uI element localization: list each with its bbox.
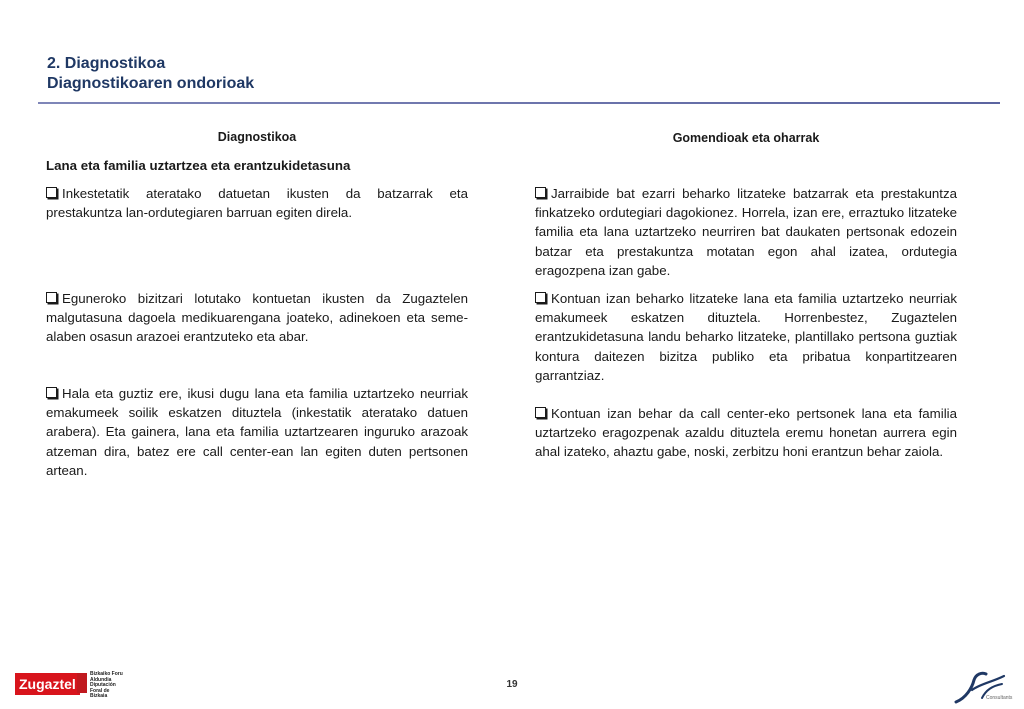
page-header [47, 54, 254, 94]
zugaztel-logo: Zugaztel [15, 673, 80, 695]
diagnosis-item: Eguneroko bizitzari lotutako kontuetan ikusten da Zugaztelen malgutasuna dagoela medikuarengana joateko, adinekoen eta seme-alaben osasun arazoei erantzuteko eta abar. [46, 291, 468, 345]
diagnosis-subheading: Lana eta familia uztartzea eta erantzukidetasuna [46, 158, 351, 173]
recommendations-heading: Gomendioak eta oharrak [672, 131, 820, 145]
bizkaia-logo [77, 671, 127, 699]
diagnosis-column [46, 128, 468, 478]
recommendation-item: Jarraibide bat ezarri beharko litzateke batzarrak eta prestakuntza finkatzeko ordutegiari dagokionez. Horrela, izan ere, erraztuko litzateke familia eta lana uztartzeko neurriren bat daukaten pertsonak edozein batzar eta prestakuntza motatan egon ahal izatea, ordutegia eragozpena izan gabe. [535, 186, 957, 278]
diagnosis-item: Inkestetatik ateratako datuetan ikusten da batzarrak eta prestakuntza lan-ordutegiaren barruan egiten direla. [46, 186, 468, 221]
header-divider [38, 102, 1000, 104]
bizkaia-logo-text: Bizkaiko Foru Aldundia Diputación Foral de Bizkaia [90, 671, 123, 699]
diagnosis-item: Hala eta guztiz ere, ikusi dugu lana eta familia uztartzeko neurriak emakumeek soilik eskatzen dituztela (inkestatik ateratako datuen arabera). Eta gainera, lana eta familia uztartzearen inguruko arazoak atzeman dira, batez ere call center-ean lan egiten duten pertsonen artean. [46, 386, 468, 478]
checkbox-bullet-icon [46, 187, 57, 198]
checkbox-bullet-icon [535, 407, 546, 418]
recommendation-item: Kontuan izan beharko litzateke lana eta familia uztartzeko neurriak emakumeek eskatzen dituztela. Horrenbestez, Zugaztelen erantzukidetasuna landu beharko litzateke, plantillako pertsona guztiak kontura daitezen bizitza publiko eta pribatua konpartitzearen garrantziaz. [535, 291, 957, 383]
bizkaia-emblem-icon [77, 673, 87, 693]
checkbox-bullet-icon [46, 292, 57, 303]
diagnosis-heading: Diagnostikoa [217, 130, 297, 144]
recommendations-column [535, 129, 957, 460]
consultancy-logo-caption: Consultants [986, 695, 1013, 701]
section-subtitle: Diagnostikoaren ondorioak [47, 75, 255, 92]
checkbox-bullet-icon [535, 187, 546, 198]
page-number: 19 [506, 679, 518, 690]
recommendation-item: Kontuan izan behar da call center-eko pertsonek lana eta familia uztartzeko eragozpenak azaldu dituztela eremu honetan aurrera egin ahal izateko, ahaztu gabe, noski, zerbitzu honi erantzun behar zaiola. [535, 406, 957, 460]
checkbox-bullet-icon [535, 292, 546, 303]
section-title: 2. Diagnostikoa [47, 55, 166, 72]
checkbox-bullet-icon [46, 387, 57, 398]
